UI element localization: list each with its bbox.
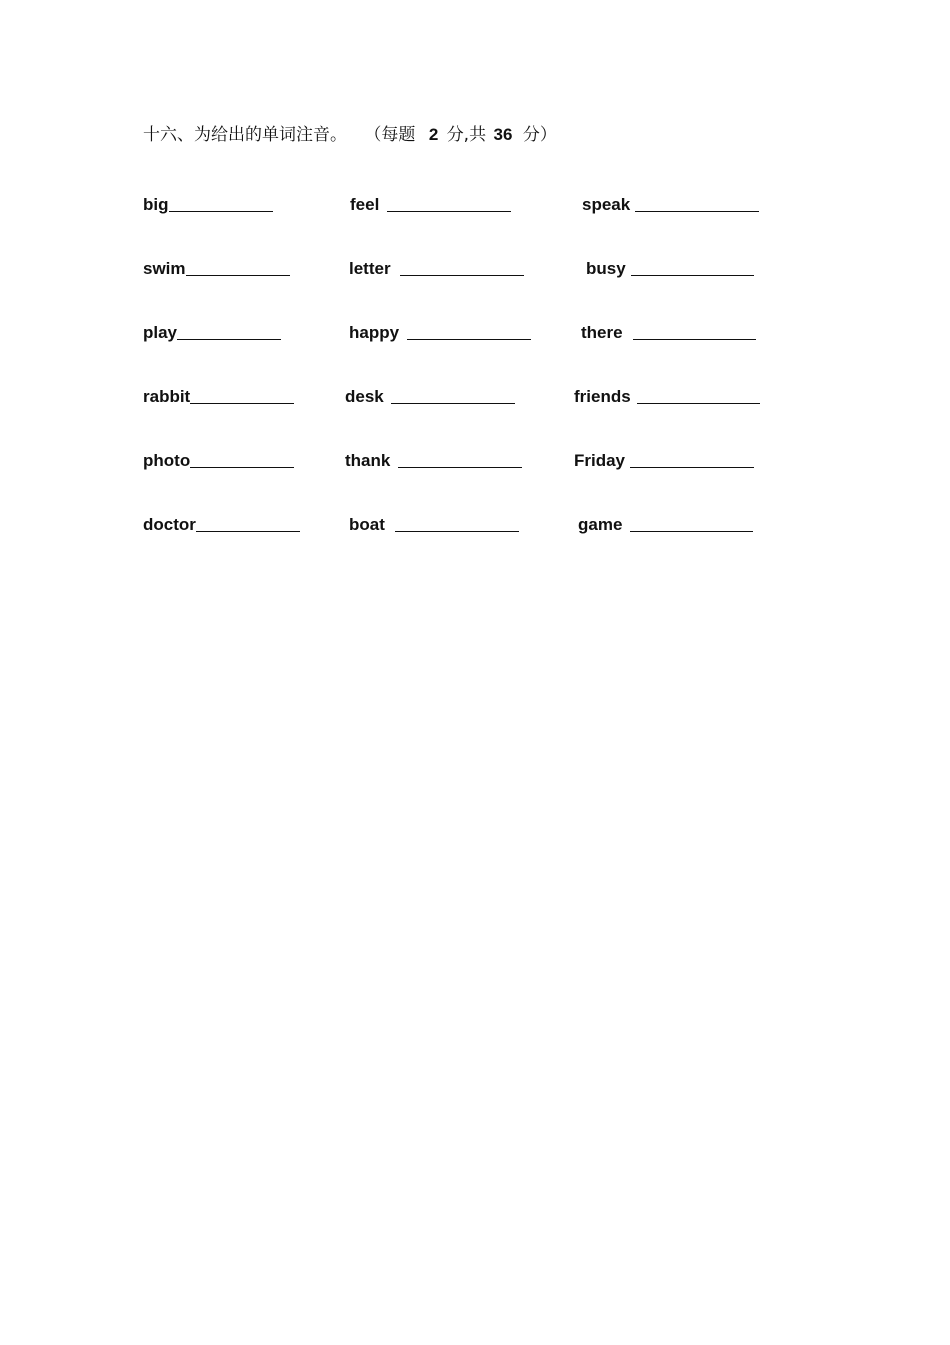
answer-blank[interactable] [637, 387, 760, 404]
answer-blank[interactable] [635, 195, 759, 212]
vocab-item [143, 449, 294, 471]
answer-blank[interactable] [398, 451, 522, 468]
per-item-points: 2 [428, 125, 439, 144]
answer-blank[interactable] [400, 259, 524, 276]
vocab-word: game [578, 515, 623, 534]
vocab-item [143, 513, 300, 535]
vocab-word: there [581, 323, 623, 342]
vocab-item [143, 193, 273, 215]
answer-blank[interactable] [387, 195, 511, 212]
vocab-item [586, 257, 754, 279]
answer-blank[interactable] [190, 387, 294, 404]
vocab-item [581, 321, 756, 343]
score-open: （每题 [364, 125, 416, 145]
answer-blank[interactable] [177, 323, 281, 340]
answer-blank[interactable] [633, 323, 756, 340]
vocab-item [350, 193, 511, 215]
answer-blank[interactable] [395, 515, 519, 532]
vocab-word: photo [143, 451, 191, 470]
answer-blank[interactable] [196, 515, 300, 532]
vocab-word: doctor [143, 515, 196, 534]
vocab-item [574, 449, 754, 471]
vocab-item [143, 321, 281, 343]
total-unit: 分） [522, 125, 557, 145]
answer-blank[interactable] [186, 259, 290, 276]
answer-blank[interactable] [169, 195, 273, 212]
vocab-item [574, 385, 760, 407]
vocab-item [143, 257, 290, 279]
answer-blank[interactable] [631, 259, 754, 276]
per-item-unit: 分,共 [446, 125, 487, 145]
answer-blank[interactable] [630, 451, 754, 468]
vocab-word: desk [345, 387, 384, 406]
vocab-word: thank [345, 451, 391, 470]
answer-blank[interactable] [407, 323, 531, 340]
vocab-item [349, 513, 519, 535]
vocab-word: friends [574, 387, 631, 406]
total-points: 36 [493, 125, 513, 144]
vocab-word: big [143, 195, 169, 214]
vocab-word: rabbit [143, 387, 191, 406]
vocab-word: Friday [574, 451, 626, 470]
vocab-word: play [143, 323, 178, 342]
vocab-word: letter [349, 259, 391, 278]
section-heading [143, 124, 557, 146]
answer-blank[interactable] [630, 515, 753, 532]
section-title: 十六、为给出的单词注音。 [143, 125, 347, 145]
vocab-item [345, 385, 515, 407]
vocab-item [582, 193, 759, 215]
vocab-item [578, 513, 753, 535]
vocab-item [349, 257, 524, 279]
vocab-word: feel [350, 195, 380, 214]
vocab-item [143, 385, 294, 407]
vocab-item [349, 321, 531, 343]
vocab-word: boat [349, 515, 385, 534]
answer-blank[interactable] [190, 451, 294, 468]
vocab-word: speak [582, 195, 631, 214]
vocab-word: busy [586, 259, 626, 278]
vocab-word: happy [349, 323, 400, 342]
vocab-item [345, 449, 522, 471]
answer-blank[interactable] [391, 387, 515, 404]
vocab-word: swim [143, 259, 186, 278]
